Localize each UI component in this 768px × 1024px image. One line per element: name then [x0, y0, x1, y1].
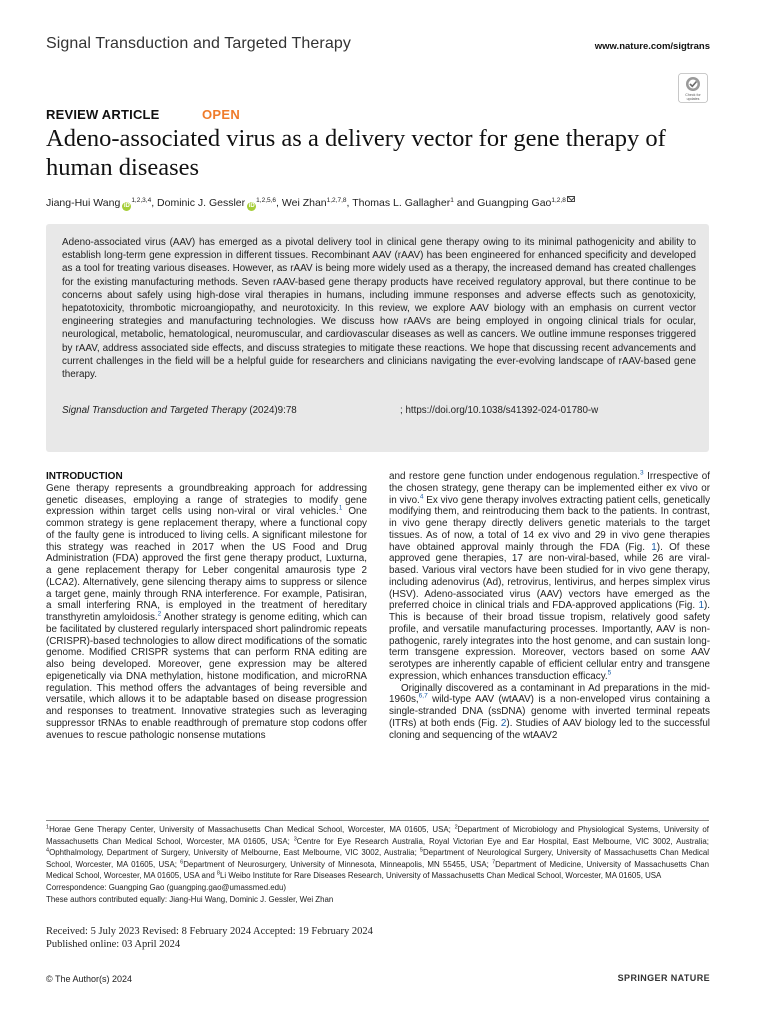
text-run: Another strategy is genome editing, which can be facilitated by clustered regularly interspaced short palindromic repeats (CRISPR)-based technologies to allow direct modifications of the somatic genome. Modified CRISPR systems that can perform RNA editing are also being developed. Moreover, gene expression may be altered epigenetically via DNA methylation, histone modification, and microRNA regulation. This method offers the advantages of being reversible and versatile, which allows it to be adaptable based on disease progression and responses to treatment. Innovative strategies such as leveraging suppressor tRNAs to enable readthrough of premature stop codons offer avenues to rescue pathologic nonsense mutations	[46, 612, 367, 741]
citation-ref[interactable]: 1	[46, 824, 50, 831]
citation-ref[interactable]: 7	[492, 859, 496, 866]
author-name: Guangping Gao	[477, 197, 552, 209]
author-separator: and	[453, 197, 478, 209]
article-dates	[46, 925, 546, 951]
author-affiliation: 1,2,5,6	[256, 197, 277, 204]
abstract-panel	[46, 224, 709, 452]
right-column	[389, 471, 710, 741]
author-separator: ,	[276, 197, 282, 209]
orcid-icon[interactable]: iD	[248, 203, 255, 209]
text-run: Gene therapy represents a groundbreaking approach for addressing genetic diseases, employing a range of strategies to modify gene expression within target cells using non-viral or viral vehicles.	[46, 482, 367, 518]
citation-ref[interactable]: 3	[639, 469, 644, 477]
author-affiliation: 1	[450, 197, 454, 204]
text-run: Li Weibo Institute for Rare Diseases Research, University of Massachusetts Chan Medical School, Worcester, MA 01605, USA	[219, 871, 662, 881]
citation-ref[interactable]: 3	[293, 835, 297, 842]
affiliation-list	[46, 824, 709, 882]
text-run: Ophthalmology, Department of Surgery, University of Melbourne, East Melbourne, VIC 3002, Australia;	[49, 848, 420, 858]
text-run: Horae Gene Therapy Center, University of Massachusetts Chan Medical School, Worcester, MA 01605, USA;	[49, 825, 455, 834]
text-run: Department of Microbiology and Physiological Systems, University of Massachusetts Chan Medical School, Worcester, MA 01605, USA;	[46, 825, 709, 846]
figure-link[interactable]: 2	[500, 717, 507, 729]
text-run: Department of Medicine, University of Massachusetts Chan Medical School, Worcester, MA 01605, USA and	[46, 859, 710, 881]
author-name: Thomas L. Gallagher	[352, 197, 451, 209]
citation-ref[interactable]: 6,7	[418, 692, 428, 700]
badge-line: Check for	[685, 93, 701, 97]
text-run: and restore gene function under endogenous regulation.	[389, 471, 640, 482]
article-type: REVIEW ARTICLE	[46, 107, 160, 122]
text-run: ). Studies of AAV biology led to the successful cloning and sequencing of the wtAAV2	[389, 717, 710, 741]
author-affiliation: 1,2,7,8	[326, 197, 347, 204]
author-name: Dominic J. Gessler	[157, 197, 246, 209]
check-for-updates-icon[interactable]	[678, 73, 708, 103]
text-run: wild-type AAV (wtAAV) is a non-enveloped virus containing a single-stranded DNA (ssDNA) genome with inverted terminal repeats (ITRs) at both ends (Fig.	[389, 694, 710, 729]
article-title: Adeno-associated virus as a delivery vector for gene therapy of human diseases	[46, 125, 666, 181]
figure-link[interactable]: 1	[698, 600, 704, 612]
text-run: Ex vivo gene therapy involves extracting patient cells, genetically modifying them, and reintroducing them back to the patients. In contrast, in vivo gene therapy directly delivers genetic materials to the target tissues. As of now, a total of 14 ex vivo and 29 in vivo gene therapies have obtained approval mainly through the FDA (Fig.	[389, 494, 711, 553]
text-run: Department of Neurological Surgery, University of Massachusetts Chan Medical School, Worcester, MA 01605, USA;	[46, 848, 709, 869]
author-affiliation: 1,2,8	[551, 197, 566, 204]
open-access-label: OPEN	[202, 107, 241, 122]
author-separator: ,	[151, 197, 158, 209]
left-column	[46, 471, 367, 741]
figure-link[interactable]: 1	[651, 541, 657, 553]
citation-ref[interactable]: 4	[46, 847, 50, 854]
equal-contribution-line: These authors contributed equally: Jiang-Hui Wang, Dominic J. Gessler, Wei Zhan	[46, 894, 334, 904]
copyright-notice: © The Author(s) 2024	[46, 974, 133, 984]
text-run: Department of Neurosurgery, University of Minnesota, Minneapolis, MN 55455, USA;	[183, 859, 493, 869]
correspondence-line: Correspondence: Guangping Gao (guangping.gao@umassmed.edu)	[46, 882, 287, 892]
badge-line: updates	[686, 97, 700, 101]
published-date: Published online: 03 April 2024	[46, 939, 181, 950]
footnote-divider	[46, 820, 709, 821]
affiliations-footnote	[46, 824, 709, 905]
publisher-logo: SPRINGER NATURE	[617, 973, 710, 983]
citation-volume: (2024)9:78	[246, 405, 297, 416]
citation-ref[interactable]: 2	[454, 824, 458, 831]
citation-ref[interactable]: 5	[607, 669, 612, 677]
abstract-text: Adeno-associated virus (AAV) has emerged as a pivotal delivery tool in clinical gene therapy owing to its minimal pathogenicity and ability to establish long-term gene expression in different tissues. Recombinant AAV (rAAV) has been engineered for enhanced specificity and developed as a tool for treating various diseases. However, as rAAV is being more widely used as a therapy, the increased demand has created challenges for the existing manufacturing methods. Seven rAAV-based gene therapy products have received regulatory approval, but there continue to be concerns about safely using high-dose viral therapies in humans, including immune responses and adverse effects such as genotoxicity, hepatotoxicity, thrombotic microangiopathy, and neurotoxicity. In this review, we explore AAV biology with an emphasis on current vector engineering strategies and manufacturing technologies. We discuss how rAAVs are being employed in ongoing clinical trials for ocular, neurological, metabolic, hematological, neuromuscular, and cardiovascular diseases as well as cancers. We outline immune responses triggered by rAAV, address associated side effects, and discuss strategies to mitigate these reactions. We hope that discussing recent advancements and current challenges in the field will be a helpful guide for researchers and clinicians navigating the ever-evolving landscape of rAAV-based gene therapy.	[62, 237, 696, 381]
section-heading: INTRODUCTION	[46, 471, 123, 482]
text-run: Irrespective of the chosen strategy, gene therapy can be implemented either ex vivo or in vivo.	[389, 471, 710, 506]
text-run: Centre for Eye Research Australia, Royal Victorian Eye and Ear Hospital, East Melbourne, VIC 3002, Australia;	[296, 836, 709, 846]
text-run: One common strategy is gene replacement therapy, where a functional copy of the faulty gene is introduced to living cells. A significant milestone for this strategy was reached in 2017 when the US Food and Drug Administration (FDA) approved the first gene therapy product, Luxturna, a gene replacement therapy for Leber congenital amaurosis type 2 (LCA2). Alternatively, gene silencing therapy aims to suppress or silence a target gene, mainly through RNA interference. For example, Patisiran, a small interfering RNA, is employed in the treatment of hereditary transthyretin amyloidosis.	[46, 506, 367, 623]
author-list	[46, 196, 726, 211]
author-name: Wei Zhan	[281, 197, 327, 209]
citation-ref[interactable]: 5	[419, 847, 423, 854]
doi-link[interactable]: ; https://doi.org/10.1038/s41392-024-01780-w	[400, 405, 599, 416]
citation-ref[interactable]: 4	[419, 493, 424, 501]
citation-journal: Signal Transduction and Targeted Therapy	[62, 405, 247, 416]
received-dates: Received: 5 July 2023 Revised: 8 February 2024 Accepted: 19 February 2024	[46, 926, 373, 937]
text-run: ). This is because of their broad tissue tropism, relatively good safety profile, and versatile manufacturing processes. Importantly, AAV is non-pathogenic, rarely integrates into the host genome, and can sustain long-term transgene expression. Moreover, vectors based on some AAV serotypes are inherently capable of efficient cellular entry and transgene expression, which enhances transduction efficacy.	[389, 600, 710, 682]
citation-ref[interactable]: 1	[338, 504, 343, 512]
journal-url-link[interactable]: www.nature.com/sigtrans	[594, 41, 710, 52]
citation-line	[62, 405, 696, 416]
text-run: Originally discovered as a contaminant in Ad preparations in the mid-1960s,	[389, 682, 710, 706]
author-name: Jiang-Hui Wang	[46, 197, 121, 209]
text-run: ). Of these approved gene therapies, 17 are non-viral-based, while 26 are viral-based. Various viral vectors have been studied for in vivo gene therapy, including adenovirus (Ad), retrovirus, lentivirus, and herpes simplex virus (HSV). Adeno-associated virus (AAV) vectors have emerged as the preferred choice in clinical trials and FDA-approved applications (Fig.	[389, 541, 710, 612]
citation-ref[interactable]: 2	[157, 610, 162, 618]
author-affiliation: 1,2,3,4	[131, 197, 152, 204]
journal-name: Signal Transduction and Targeted Therapy	[46, 35, 351, 52]
body-paragraph	[389, 471, 710, 683]
citation-ref[interactable]: 6	[180, 859, 184, 866]
author-separator: ,	[346, 197, 353, 209]
body-paragraph	[389, 683, 710, 742]
citation-ref[interactable]: 8	[216, 870, 220, 877]
email-icon[interactable]	[567, 196, 575, 202]
orcid-icon[interactable]: iD	[123, 203, 130, 209]
body-paragraph	[46, 483, 367, 742]
